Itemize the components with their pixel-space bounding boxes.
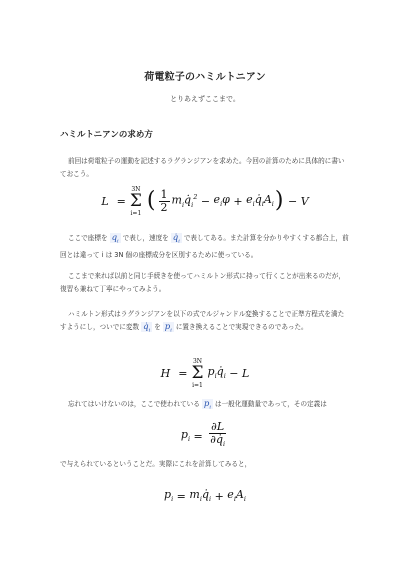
- eq-symbol-L: L: [101, 194, 109, 208]
- eq-summation: [130, 186, 142, 217]
- symbol-qdot-i: $q̇_i$: [172, 233, 180, 245]
- sum-upper-limit-2: 3N: [192, 357, 203, 365]
- paragraph-3: ここまで来れば以前と同じ手続きを使ってハミルトン形式に持って行くことが出来るのだが，復習も兼ねて丁寧にやってみよう。: [60, 272, 345, 293]
- equation-momentum-definition: $p_i$ = $\frac{\partial L}{\partial q̇_i}$: [180, 420, 226, 449]
- sum-lower-limit: i=1: [130, 209, 142, 217]
- equation-momentum-result: $p_i$ = $m_iq̇_i$ + $e_iA_i$: [164, 488, 246, 504]
- sum-sigma: Σ: [129, 190, 142, 211]
- section-heading: ハミルトニアンの求め方: [60, 130, 153, 140]
- symbol-qi: $q_i$: [111, 233, 119, 245]
- page-subtitle: とりあえずここまで。: [170, 95, 240, 103]
- symbol-pi: $p_i$: [164, 322, 172, 334]
- paragraph-4: ハミルトン形式はラグランジアンを以下の式でルジャンドル変換することで正準方程式を満たすようにし，ついでに変数 $q̇_i$ を $p_i$ に置き換えることで実現できるのであった。: [60, 310, 345, 334]
- equation-hamiltonian: H = 3N Σ i=1 $p_iq̇_i$ − L: [160, 357, 250, 389]
- sum-upper-limit: 3N: [131, 185, 141, 193]
- paragraph-1: 前回は荷電粒子の運動を記述するラグランジアンを求めた。今回の計算のために具体的に書いておこう。: [60, 157, 345, 178]
- paragraph-5: 忘れてはいけないのは，ここで使われている $p_i$ は一般化運動量であって，その定義は: [68, 399, 327, 411]
- paragraph-2: ここで座標を $q_i$ で表し，速度を $q̇_i$ で表してある。また計算を分かりやすくする都合上，前回とは違って i は 3N 個の座標成分を区別するために使っている。: [60, 233, 349, 259]
- sum-lower-limit-2: i=1: [192, 381, 203, 389]
- eq-summation-2: [191, 358, 203, 389]
- eq-fraction-half: $\frac{1}{2}$: [160, 187, 168, 214]
- eq-symbol-H: H: [160, 366, 171, 380]
- eq-equals-2: =: [178, 366, 188, 380]
- eq-partial-fraction: $\frac{\partial L}{\partial q̇_i}$: [210, 420, 226, 449]
- symbol-qdot-i-2: $q̇_i$: [143, 322, 151, 334]
- equation-lagrangian: L = 3N Σ i=1 ( $\frac{1}{2}$ $m_iq̇_i^2$ − $e_i\varphi$ + $e_iq̇_iA_i$ ) − V: [101, 185, 309, 217]
- page-title: 荷電粒子のハミルトニアン: [144, 72, 266, 83]
- paragraph-6: で与えられているということだ。実際にこれを計算してみると，: [60, 460, 252, 468]
- sum-sigma-2: Σ: [191, 362, 204, 383]
- symbol-pi-2: $p_i$: [203, 399, 211, 411]
- eq-equals: =: [116, 194, 126, 208]
